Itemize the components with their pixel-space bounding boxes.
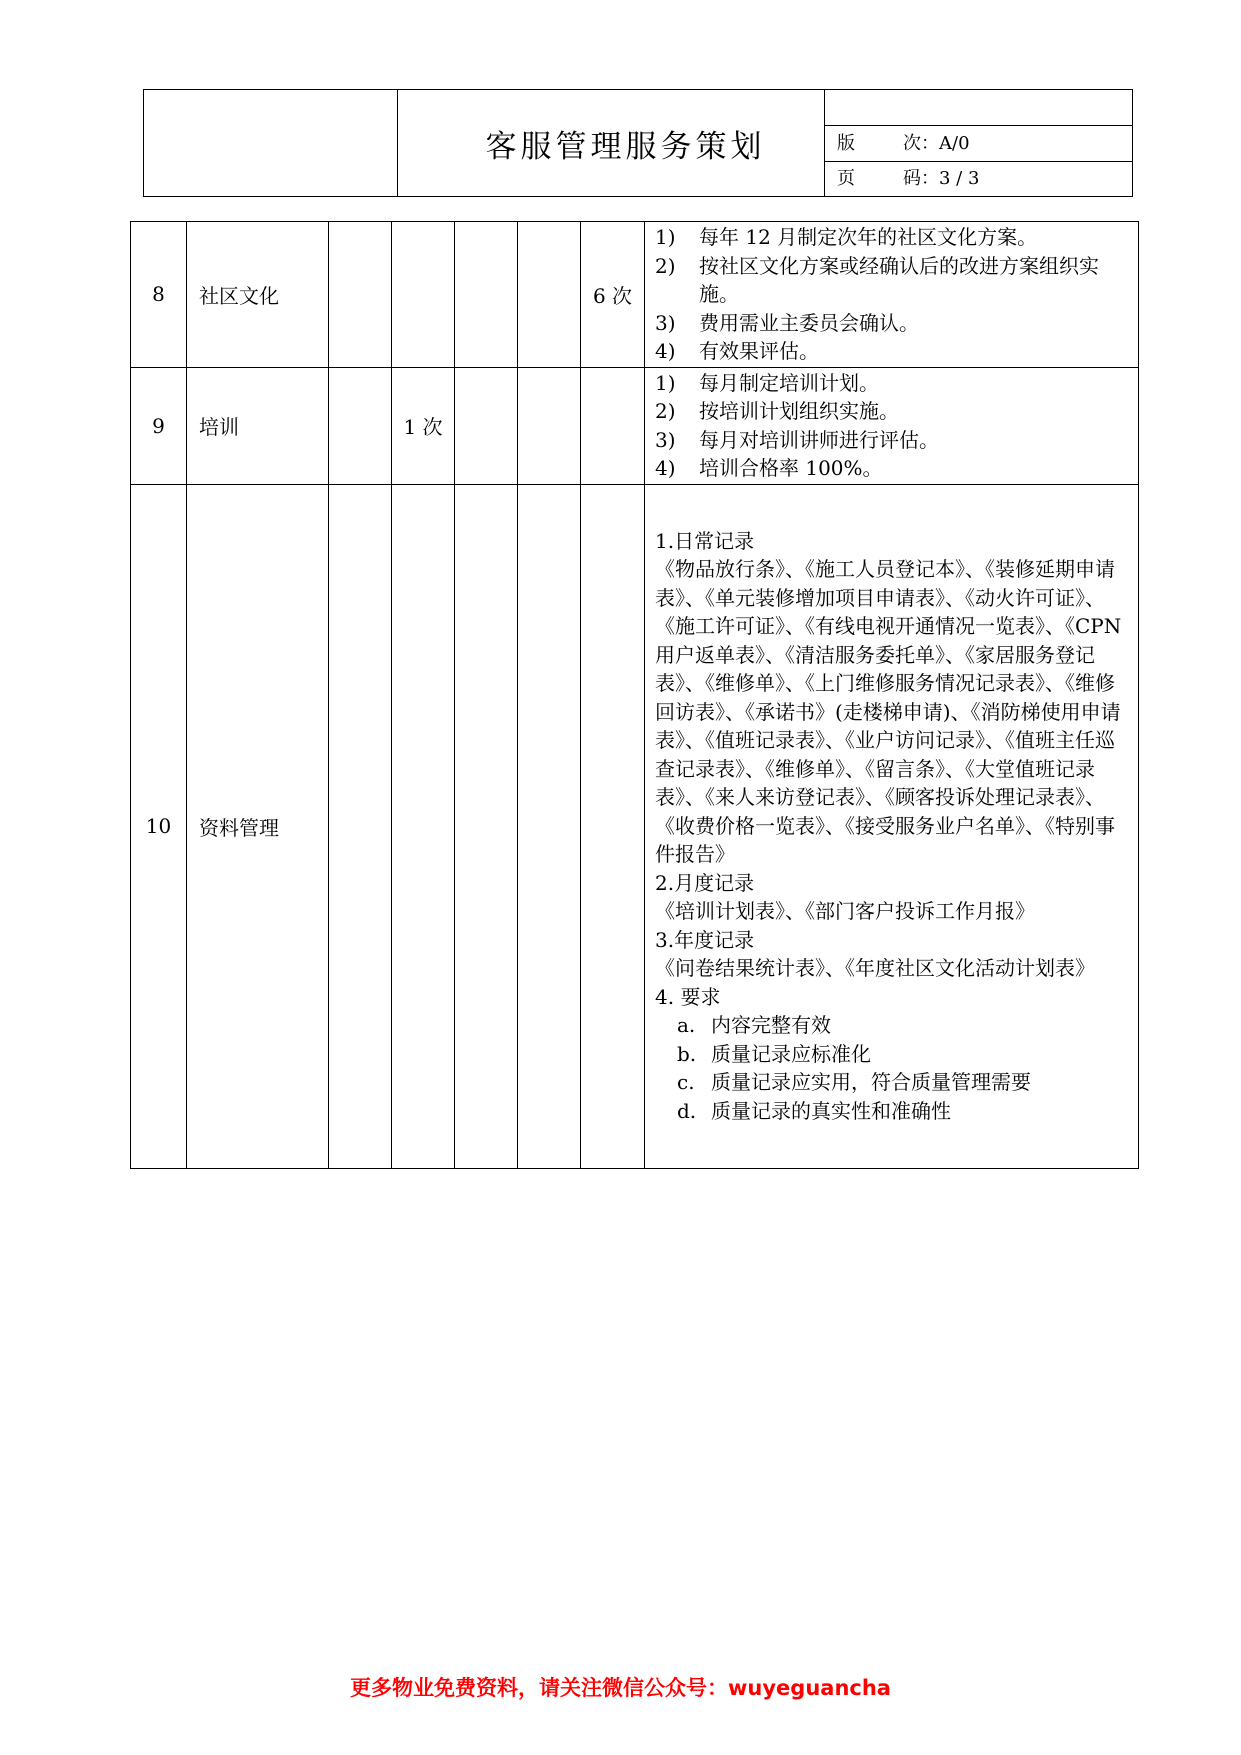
freq-cell <box>329 222 392 368</box>
section-text: 《物品放行条》、《施工人员登记本》、《装修延期申请表》、《单元装修增加项目申请表》、《动火许可证》、《施工许可证》、《有线电视开通情况一览表》、《CPN 用户返单表》、《清洁服务委托单》、《家居服务登记表》、《维修单》、《上门维修服务情况记录表》、《维修回访表》、《承诺书》(走楼梯申请)、《消防梯使用申请表》、《值班记录表》、《业户访问记录》、《值班主任巡查记录表》、《维修单》、《留言条》、《大堂值班记录表》、《来人来访登记表》、《顾客投诉处理记录表》、《收费价格一览表》、《接受服务业户名单》、《特别事件报告》 <box>655 557 1122 867</box>
freq-cell <box>518 367 581 484</box>
list-item: 2) 按培训计划组织实施。 <box>655 399 899 423</box>
service-plan-table <box>130 221 1139 1169</box>
freq-cell <box>329 367 392 484</box>
section-title: 1.日常记录 <box>655 528 755 553</box>
list-item: 3) 每月对培训讲师进行评估。 <box>655 427 939 452</box>
list-item: 3) 费用需业主委员会确认。 <box>655 310 919 335</box>
freq-cell <box>581 367 645 484</box>
section-text: 《培训计划表》、《部门客户投诉工作月报》 <box>655 899 1035 924</box>
page-row <box>825 162 1132 196</box>
list-item: 1) 每年 12 月制定次年的社区文化方案。 <box>655 225 1038 249</box>
page-label: 页 <box>837 168 855 189</box>
meta-blank-row <box>825 90 1132 126</box>
section-title: 3.年度记录 <box>655 927 755 952</box>
list-item: c. 质量记录应实用，符合质量管理需要 <box>677 1070 1031 1095</box>
freq-cell <box>455 222 518 368</box>
freq-cell <box>455 484 518 1168</box>
list-item: a. 内容完整有效 <box>677 1013 831 1038</box>
freq-cell <box>392 484 455 1168</box>
page-value: 码：3 / 3 <box>903 168 980 189</box>
table-row <box>131 222 1139 368</box>
row-item: 资料管理 <box>187 484 329 1168</box>
section-text: 《问卷结果统计表》、《年度社区文化活动计划表》 <box>655 956 1095 981</box>
version-label: 版 <box>837 133 855 154</box>
version-row <box>825 126 1132 162</box>
requirements-cell <box>645 222 1139 368</box>
meta-block <box>825 90 1132 196</box>
row-item: 社区文化 <box>187 222 329 368</box>
row-number: 10 <box>131 484 187 1168</box>
list-item: d. 质量记录的真实性和准确性 <box>677 1098 951 1123</box>
requirements-cell <box>645 484 1139 1168</box>
row-number: 8 <box>131 222 187 368</box>
list-item: 4) 培训合格率 100%。 <box>655 456 883 480</box>
footer-promo: 更多物业免费资料，请关注微信公众号：wuyeguancha <box>350 1676 891 1700</box>
freq-cell <box>581 484 645 1168</box>
freq-cell <box>329 484 392 1168</box>
freq-cell: 1 次 <box>392 367 455 484</box>
section-title: 4. 要求 <box>655 984 721 1009</box>
table-row <box>131 484 1139 1168</box>
logo-cell <box>144 90 398 196</box>
row-number: 9 <box>131 367 187 484</box>
row-item: 培训 <box>187 367 329 484</box>
freq-cell: 6 次 <box>581 222 645 368</box>
freq-cell <box>518 484 581 1168</box>
section-title: 2.月度记录 <box>655 870 755 895</box>
freq-cell <box>518 222 581 368</box>
document-title: 客服管理服务策划 <box>485 128 766 165</box>
list-item: 4) 有效果评估。 <box>655 339 819 363</box>
list-item: 1) 每月制定培训计划。 <box>655 370 879 395</box>
freq-cell <box>455 367 518 484</box>
version-value: 次：A/0 <box>903 133 970 154</box>
requirements-cell <box>645 367 1139 484</box>
list-item: 2) 按社区文化方案或经确认后的改进方案组织实施。 <box>655 253 1099 306</box>
freq-cell <box>392 222 455 368</box>
table-row <box>131 367 1139 484</box>
title-cell <box>397 90 825 196</box>
list-item: b. 质量记录应标准化 <box>677 1041 871 1066</box>
document-header <box>143 89 1133 197</box>
